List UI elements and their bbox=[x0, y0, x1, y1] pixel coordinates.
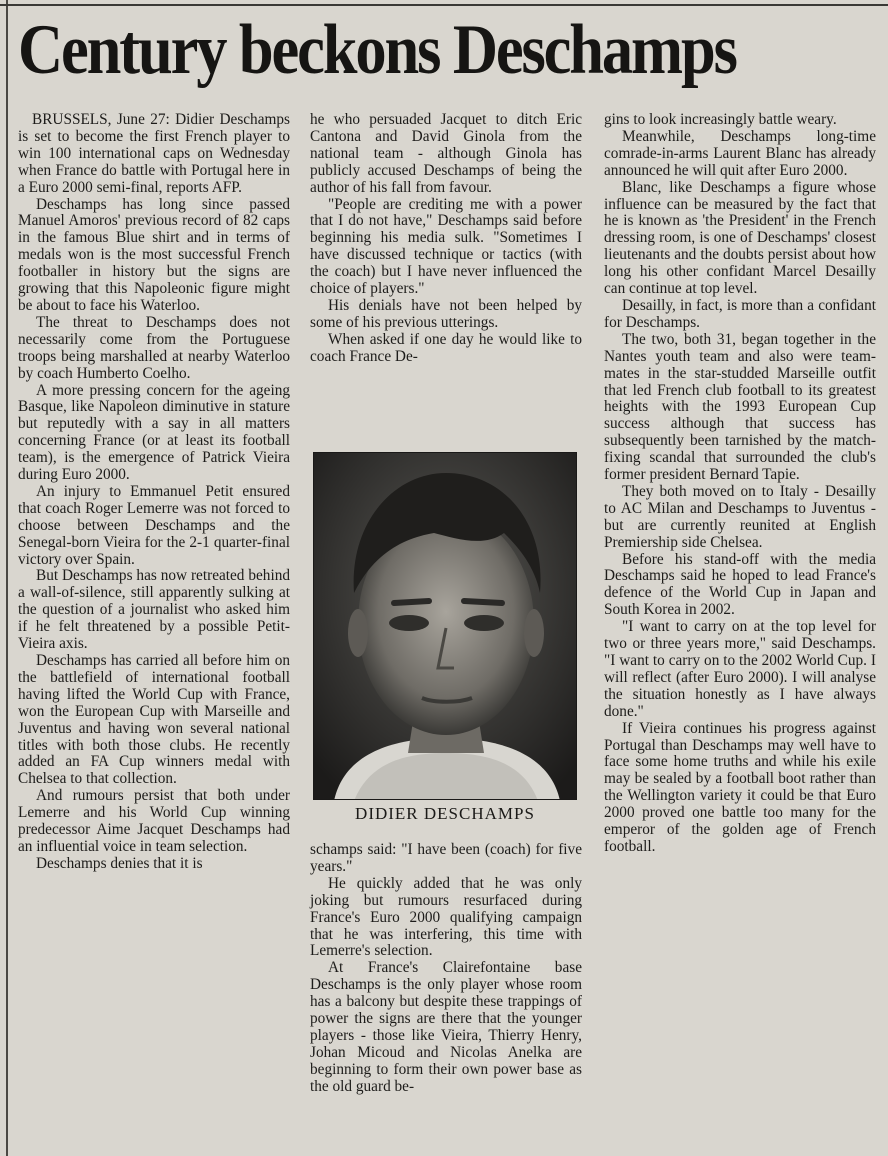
paragraph: At France's Clairefontaine base Deschamps is the only player whose room has a balcony but despite these trappings of power the signs are there that the younger players - those like Vieira, Thierry Henry, Johan Micoud and Nicolas Anelka are beginning to form their own power base as the old guard be- bbox=[310, 959, 582, 1095]
paragraph: His denials have not been helped by some of his previous utterings. bbox=[310, 296, 582, 331]
paragraph: Desailly, in fact, is more than a confidant for Deschamps. bbox=[604, 296, 876, 331]
paragraph: And rumours persist that both under Lemerre and his World Cup winning predecessor Aime Jacquet Deschamps had an influential voice in team selection. bbox=[18, 787, 290, 855]
paragraph: BRUSSELS, June 27: Didier Deschamps is set to become the first French player to win 100 international caps on Wednesday when France do battle with Portugal here in a Euro 2000 semi-final, reports AFP. bbox=[18, 111, 290, 196]
portrait-image bbox=[314, 453, 577, 800]
paragraph: Blanc, like Deschamps a figure whose influence can be measured by the fact that he is known as 'the President' in the French dressing room, is one of Deschamps' closest lieutenants and the doubts persist about how long his other confidant Marcel Desailly can continue at top level. bbox=[604, 178, 876, 298]
paragraph: An injury to Emmanuel Petit ensured that coach Roger Lemerre was not forced to choose between Deschamps and the Senegal-born Vieira for the 2-1 quarter-final victory over Spain. bbox=[18, 482, 290, 568]
portrait-photo bbox=[313, 452, 577, 800]
article-column-2-bottom bbox=[310, 842, 582, 1096]
paragraph: When asked if one day he would like to coach France De- bbox=[310, 330, 582, 365]
paragraph: The two, both 31, began together in the Nantes youth team and also were team-mates in the star-studded Marseille outfit that led French club football to its greatest heights with the 1993 European Cup success although that success has subsequently been tarnished by the match-fixing scandal that surrounded the club's former president Bernard Tapie. bbox=[604, 330, 876, 484]
paragraph: "I want to carry on at the top level for two or three years more," said Deschamps. "I want to carry on to the 2002 World Cup. I will reflect (after Euro 2000). I will analyse the situation honestly as I have always done." bbox=[604, 618, 876, 720]
paragraph: A more pressing concern for the ageing Basque, like Napoleon diminutive in stature but reputedly with a say in all matters concerning France (or at least its football team), is the emergence of Patrick Vieira during Euro 2000. bbox=[18, 381, 290, 484]
paragraph: gins to look increasingly battle weary. bbox=[604, 111, 837, 128]
article-column-1 bbox=[18, 112, 290, 873]
paragraph: "People are crediting me with a power that I do not have," Deschamps said before beginning his media sulk. "Sometimes I have discussed technique or tactics (with the coach) but I have never influenced the choice of players." bbox=[310, 195, 582, 298]
paragraph: Deschamps has long since passed Manuel Amoros' previous record of 82 caps in the famous Blue shirt and in terms of medals won is the most successful French footballer in history but the signs are growing that this Napoleonic figure might be about to face his Waterloo. bbox=[18, 195, 290, 314]
paragraph: But Deschamps has now retreated behind a wall-of-silence, still apparently sulking at the question of a journalist who asked him if he felt threatened by a possible Petit-Vieira axis. bbox=[18, 567, 290, 653]
paragraph: schamps said: "I have been (coach) for five years." bbox=[310, 841, 582, 875]
paragraph: The threat to Deschamps does not necessarily come from the Portuguese troops being marshalled at nearby Waterloo by coach Humberto Coelho. bbox=[18, 313, 290, 382]
article-column-3 bbox=[604, 112, 876, 856]
paragraph: If Vieira continues his progress against Portugal than Deschamps may well have to face some home truths and while his exile may be sealed by a football boot rather than the Wellington variety it could be that Euro 2000 proved one battle too many for the emperor of the golden age of French football. bbox=[604, 719, 876, 855]
article-column-2-top bbox=[310, 112, 582, 366]
photo-caption: DIDIER DESCHAMPS bbox=[355, 804, 535, 823]
page-top-rule bbox=[0, 4, 888, 6]
paragraph: They both moved on to Italy - Desailly to AC Milan and Deschamps to Juventus - but are currently reunited at English Premiership side Chelsea. bbox=[604, 482, 876, 551]
paragraph: Deschamps has carried all before him on the battlefield of international football having lifted the World Cup with France, won the European Cup with Marseille and Juventus and having won several national titles with both those clubs. He recently added an FA Cup winners medal with Chelsea to that collection. bbox=[18, 652, 290, 788]
headline: Century beckons Deschamps bbox=[18, 11, 736, 89]
paragraph: Deschamps denies that it is bbox=[36, 854, 203, 872]
paragraph: Meanwhile, Deschamps long-time comrade-in-arms Laurent Blanc has already announced he will quit after Euro 2000. bbox=[604, 127, 876, 179]
paragraph: He quickly added that he was only joking but rumours resurfaced during France's Euro 2000 qualifying campaign that he was interfering, this time with Lemerre's selection. bbox=[310, 874, 582, 960]
paragraph: Before his stand-off with the media Deschamps said he hoped to lead France's defence of the World Cup in Japan and South Korea in 2002. bbox=[604, 550, 876, 619]
paragraph: he who persuaded Jacquet to ditch Eric Cantona and David Ginola from the national team - although Ginola has publicly accused Deschamps of being the author of his fall from favour. bbox=[310, 111, 582, 196]
column-rule bbox=[6, 0, 8, 1156]
